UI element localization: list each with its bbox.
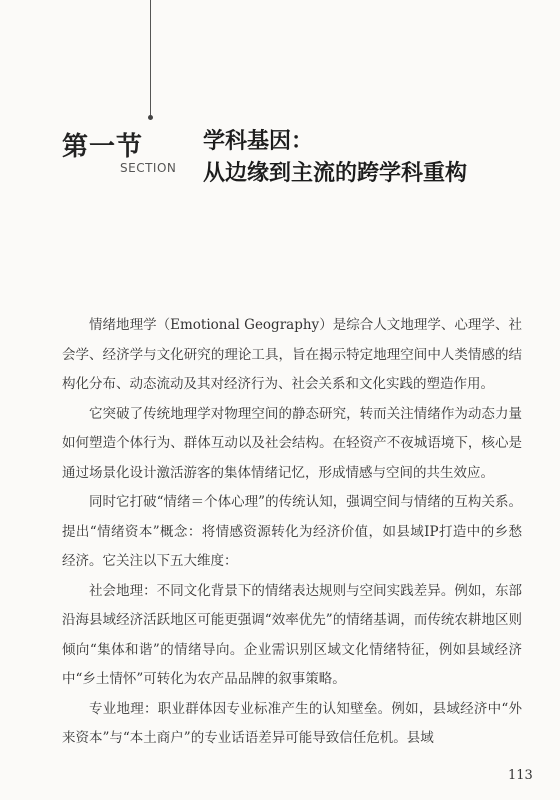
page-number: 113: [508, 768, 533, 783]
paragraph-5: 专业地理：职业群体因专业标准产生的认知壁垒。例如，县域经济中“外来资本”与“本土商户”的专业话语差异可能导致信任危机。县域: [62, 700, 522, 746]
decorative-dot: [148, 115, 153, 120]
body-text: [62, 311, 522, 754]
section-title-line-1: 学科基因：: [203, 129, 314, 154]
paragraph-2: 它突破了传统地理学对物理空间的静态研究，转而关注情绪作为动态力量如何塑造个体行为、群体互动以及社会结构。在轻资产不夜城语境下，核心是通过场景化设计激活游客的集体情绪记忆，形成情感与空间的共生效应。: [62, 405, 522, 481]
section-title-line-2: 从边缘到主流的跨学科重构: [203, 161, 468, 186]
section-title: [203, 126, 467, 190]
paragraph-1: 情绪地理学（Emotional Geography）是综合人文地理学、心理学、社会学、经济学与文化研究的理论工具，旨在揭示特定地理空间中人类情感的结构化分布、动态流动及其对经济行为、社会关系和文化实践的塑造作用。: [62, 317, 522, 392]
section-number: 第一节: [62, 132, 144, 162]
paragraph-4: 社会地理：不同文化背景下的情绪表达规则与空间实践差异。例如，东部沿海县域经济活跃地区可能更强调“效率优先”的情绪基调，而传统农耕地区则倾向“集体和谐”的情绪导向。企业需识别区域文化情绪特征，例如县域经济中“乡土情怀”可转化为农产品品牌的叙事策略。: [62, 582, 522, 687]
section-label-en: SECTION: [120, 161, 177, 175]
decorative-vertical-line: [150, 0, 151, 118]
paragraph-3: 同时它打破“情绪＝个体心理”的传统认知，强调空间与情绪的互构关系。提出“情绪资本”概念：将情感资源转化为经济价值，如县域IP打造中的乡愁经济。它关注以下五大维度：: [62, 494, 522, 569]
